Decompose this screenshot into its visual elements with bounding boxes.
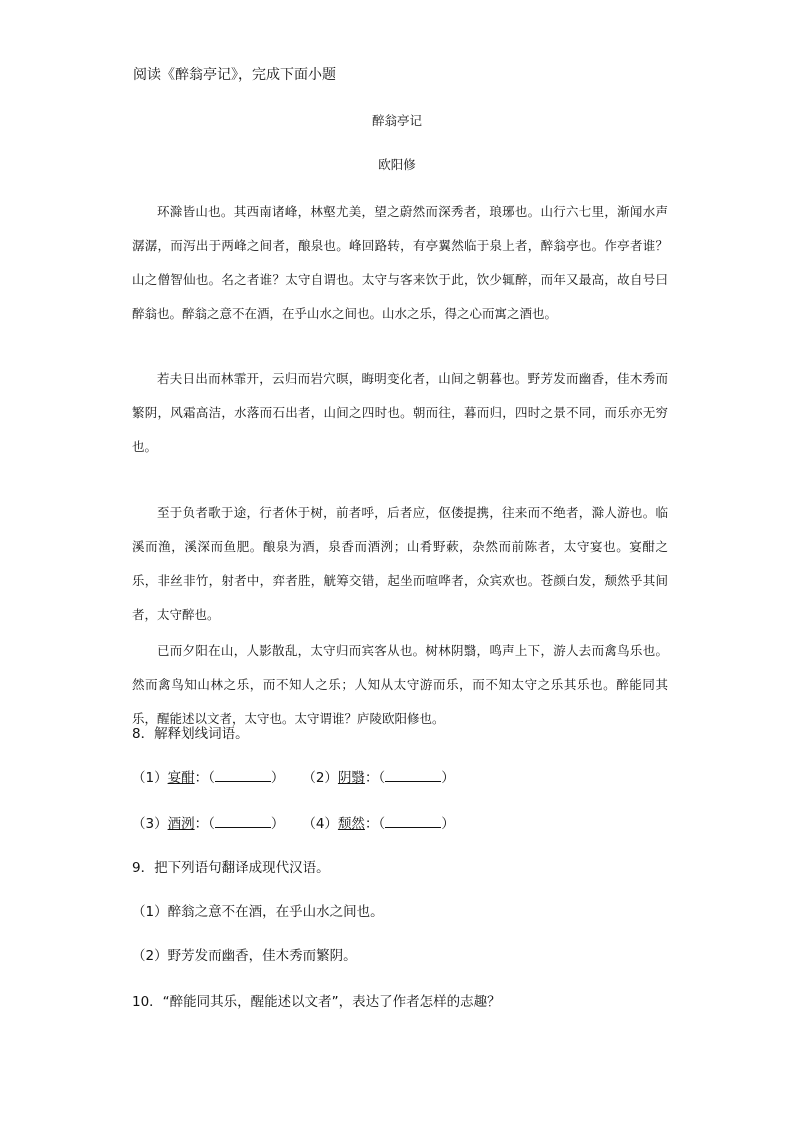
item-close: ）: [270, 816, 285, 832]
article-paragraph: 已而夕阳在山，人影散乱，太守归而宾客从也。树林阴翳，鸣声上下，游人去而禽鸟乐也。然而禽鸟知山林之乐，而不知人之乐；人知从太守游而乐，而不知太守之乐其乐也。醉能同其乐，醒能述以文者，太守也。太守谓谁？庐陵欧阳修也。: [132, 643, 668, 726]
article-paragraph: 至于负者歌于途，行者休于树，前者呼，后者应，伛偻提携，往来而不绝者，滁人游也。临溪而渔，溪深而鱼肥。酿泉为酒，泉香而酒洌；山肴野蔌，杂然而前陈者，太守宴也。宴酣之乐，非丝非竹，射者中，弈者胜，觥筹交错，起坐而喧哗者，众宾欢也。苍颜白发，颓然乎其间者，太守醉也。: [132, 505, 668, 622]
item-close: ）: [270, 770, 285, 786]
item-open: ：（: [364, 770, 386, 786]
question-8-stem: 8．解释划线词语。: [132, 726, 249, 742]
answer-blank[interactable]: [215, 767, 271, 782]
item-open: ：（: [194, 770, 215, 786]
item-close: ）: [441, 770, 455, 786]
question-8-row-2: [132, 812, 455, 832]
item-number: （4）: [302, 816, 338, 832]
reading-instruction: 阅读《醉翁亭记》，完成下面小题: [133, 67, 336, 83]
item-number: （3）: [132, 816, 168, 832]
answer-blank[interactable]: [385, 813, 441, 828]
answer-blank[interactable]: [215, 813, 271, 828]
item-close: ）: [441, 816, 455, 832]
article-title: 醉翁亭记: [371, 113, 422, 128]
article-paragraph: 若夫日出而林霏开，云归而岩穴暝，晦明变化者，山间之朝暮也。野芳发而幽香，佳木秀而繁阴，风霜高洁，水落而石出者，山间之四时也。朝而往，暮而归，四时之景不同，而乐亦无穷也。: [132, 371, 668, 454]
answer-blank[interactable]: [385, 767, 441, 782]
underlined-word: 酒洌: [167, 816, 195, 832]
item-open: ：（: [194, 816, 215, 832]
question-10-stem: 10．“醉能同其乐，醒能述以文者”，表达了作者怎样的志趣？: [132, 994, 501, 1010]
underlined-word: 颓然: [337, 816, 365, 832]
item-open: ：（: [364, 816, 386, 832]
underlined-word: 阴翳: [337, 770, 365, 786]
underlined-word: 宴酣: [167, 770, 195, 786]
item-number: （2）: [302, 770, 338, 786]
question-9-item-2: （2）野芳发而幽香，佳木秀而繁阴。: [132, 948, 357, 964]
question-9-stem: 9．把下列语句翻译成现代汉语。: [132, 860, 330, 876]
item-number: （1）: [132, 770, 168, 786]
article-author: 欧阳修: [378, 157, 416, 172]
question-9-item-1: （1）醉翁之意不在酒，在乎山水之间也。: [132, 904, 384, 920]
question-8-row-1: [132, 766, 455, 786]
article-paragraph: 环滁皆山也。其西南诸峰，林壑尤美，望之蔚然而深秀者，琅琊也。山行六七里，渐闻水声潺潺，而泻出于两峰之间者，酿泉也。峰回路转，有亭翼然临于泉上者，醉翁亭也。作亭者谁？山之僧智仙也。名之者谁？太守自谓也。太守与客来饮于此，饮少辄醉，而年又最高，故自号曰醉翁也。醉翁之意不在酒，在乎山水之间也。山水之乐，得之心而寓之酒也。: [132, 204, 668, 321]
